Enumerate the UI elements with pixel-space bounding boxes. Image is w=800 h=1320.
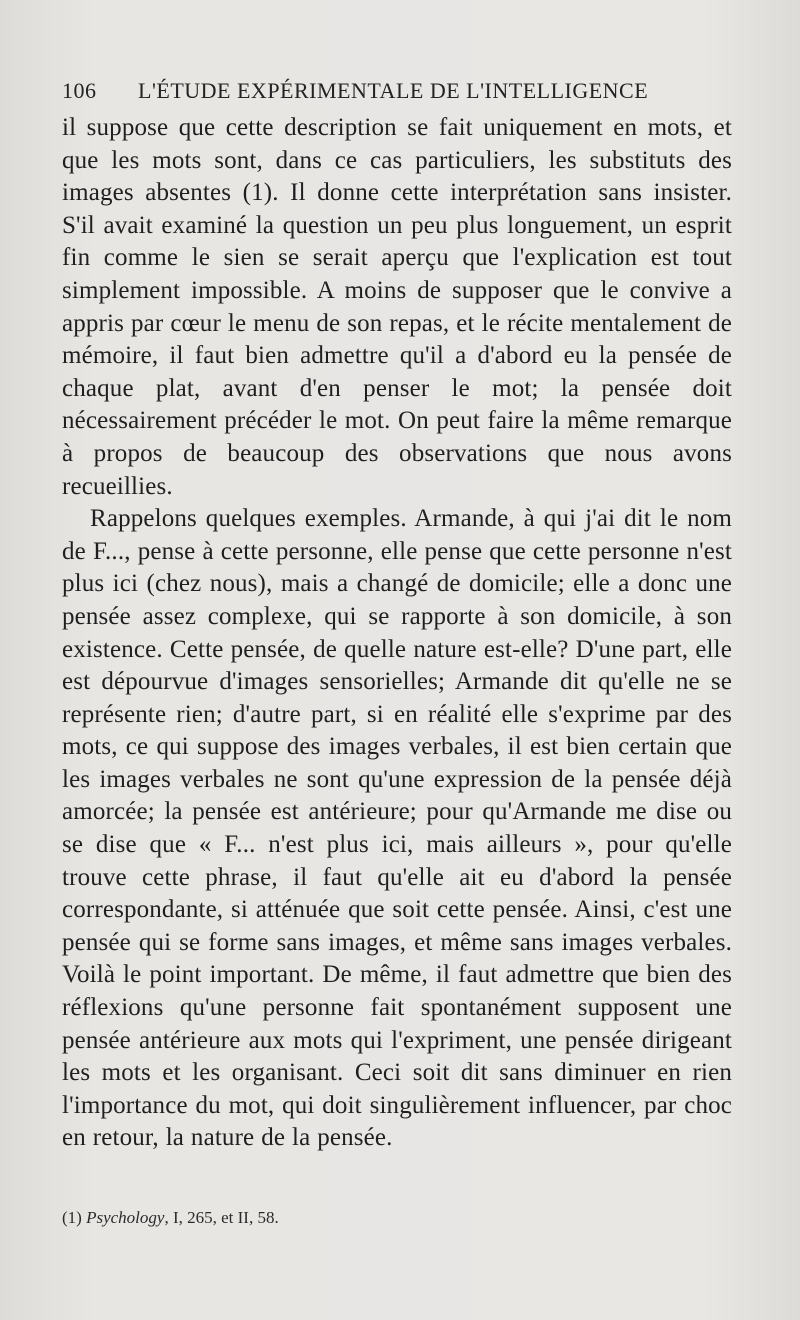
paragraph: Rappelons quelques exemples. Armande, à qui j'ai dit le nom de F..., pense à cette personne, elle pense que cette personne n'est plus ici (chez nous), mais a changé de domicile; elle a donc une pensée assez complexe, qui se rapporte à son domicile, à son existence. Cette pensée, de quelle nature est-elle? D'une part, elle est dépourvue d'images sensorielles; Armande dit qu'elle ne se représente rien; d'autre part, si en réalité elle s'exprime par des mots, ce qui suppose des images verbales, il est bien certain que les images verbales ne sont qu'une expression de la pensée déjà amorcée; la pensée est antérieure; pour qu'Armande me dise ou se dise que « F... n'est plus ici, mais ailleurs », pour qu'elle trouve cette phrase, il faut qu'elle ait eu d'abord la pensée correspondante, si atténuée que soit cette pensée. Ainsi, c'est une pensée qui se forme sans images, et même sans images verbales. Voilà le point important. De même, il faut admettre que bien des réflexions qu'une personne fait spontanément supposent une pensée antérieure aux mots qui l'expriment, une pensée dirigeant les mots et les organisant. Ceci soit dit sans diminuer en rien l'importance du mot, qui doit singulièrement influencer, par choc en retour, la nature de la pensée. — [62, 505, 732, 1152]
running-title: L'ÉTUDE EXPÉRIMENTALE DE L'INTELLIGENCE — [138, 78, 649, 103]
page-number: 106 — [62, 78, 97, 103]
footnote-marker: (1) — [62, 1208, 82, 1227]
footnote-work-title: Psychology — [86, 1208, 165, 1227]
footnote — [62, 1208, 562, 1228]
footnote-reference: , I, 265, et II, 58. — [164, 1208, 279, 1227]
paragraph: il suppose que cette description se fait uniquement en mots, et que les mots sont, dans ce cas particuliers, les substituts des images absentes (1). Il donne cette interprétation sans insister. S'il avait examiné la question un peu plus longuement, un esprit fin comme le sien se serait aperçu que l'explication est tout simplement impossible. A moins de supposer que le convive a appris par cœur le menu de son repas, et le récite mentalement de mémoire, il faut bien admettre qu'il a d'abord eu la pensée de chaque plat, avant d'en penser le mot; la pensée doit nécessairement précéder le mot. On peut faire la même remarque à propos de beaucoup des observations que nous avons recueillies. — [62, 114, 732, 500]
body-text — [62, 112, 732, 1155]
page-header — [62, 78, 732, 108]
